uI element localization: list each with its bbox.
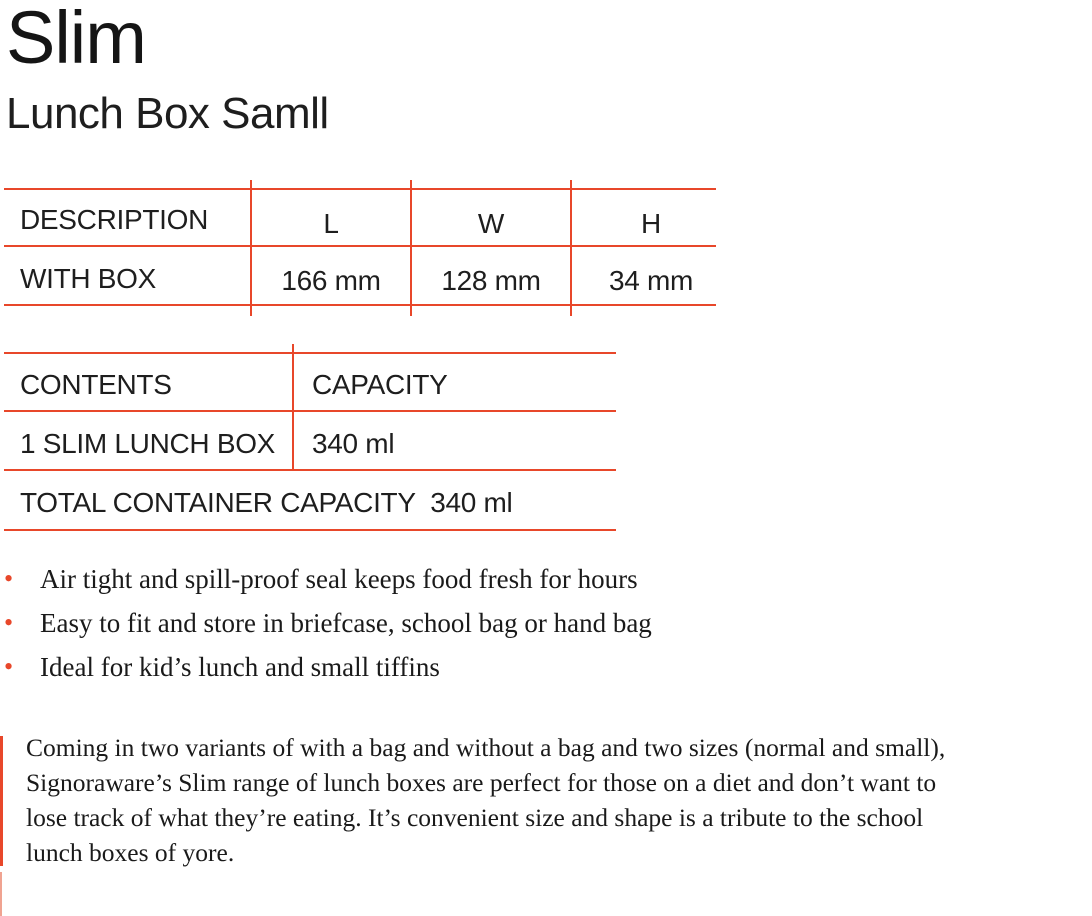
content-item: 1 SLIM LUNCH BOX bbox=[20, 428, 276, 459]
product-description bbox=[26, 730, 1092, 870]
table-divider bbox=[410, 180, 412, 316]
feature-text: Air tight and spill-proof seal keeps food fresh for hours bbox=[40, 564, 638, 594]
description-line: lose track of what they’re eating. It’s convenient size and shape is a tribute to the school bbox=[26, 803, 924, 832]
table-divider bbox=[250, 180, 252, 316]
height-value: 34 mm bbox=[608, 265, 694, 296]
width-value: 128 mm bbox=[441, 265, 541, 296]
table-rule bbox=[4, 188, 716, 190]
content-capacity: 340 ml bbox=[312, 428, 395, 459]
table-rule bbox=[4, 410, 616, 412]
table-rule bbox=[4, 529, 616, 531]
total-capacity: TOTAL CONTAINER CAPACITY 340 ml bbox=[20, 487, 513, 518]
table-rule bbox=[4, 469, 616, 471]
description-line: Coming in two variants of with a bag and without a bag and two sizes (normal and small), bbox=[26, 733, 946, 762]
product-title: Slim bbox=[6, 0, 146, 79]
header-contents: CONTENTS bbox=[20, 369, 172, 400]
length-value: 166 mm bbox=[281, 265, 381, 296]
header-width: W bbox=[477, 208, 505, 239]
bullet-icon: • bbox=[4, 608, 14, 637]
product-subtitle: Lunch Box Samll bbox=[6, 89, 329, 138]
table-rule bbox=[4, 352, 616, 354]
table-divider bbox=[570, 180, 572, 316]
quote-accent-bar bbox=[0, 872, 2, 916]
header-height: H bbox=[641, 208, 661, 239]
feature-text: Ideal for kid’s lunch and small tiffins bbox=[40, 652, 440, 682]
table-rule bbox=[4, 245, 716, 247]
header-capacity: CAPACITY bbox=[312, 369, 448, 400]
table-divider bbox=[292, 344, 294, 470]
quote-accent-bar bbox=[0, 736, 3, 866]
bullet-icon: • bbox=[4, 564, 14, 593]
feature-text: Easy to fit and store in briefcase, school bag or hand bag bbox=[40, 608, 652, 638]
header-description: DESCRIPTION bbox=[20, 204, 209, 235]
table-rule bbox=[4, 304, 716, 306]
description-line: Signoraware’s Slim range of lunch boxes are perfect for those on a diet and don’t want to bbox=[26, 768, 937, 797]
description-line: lunch boxes of yore. bbox=[26, 838, 235, 867]
bullet-icon: • bbox=[4, 652, 14, 681]
header-length: L bbox=[323, 208, 339, 239]
row-label-with-box: WITH BOX bbox=[20, 263, 157, 294]
